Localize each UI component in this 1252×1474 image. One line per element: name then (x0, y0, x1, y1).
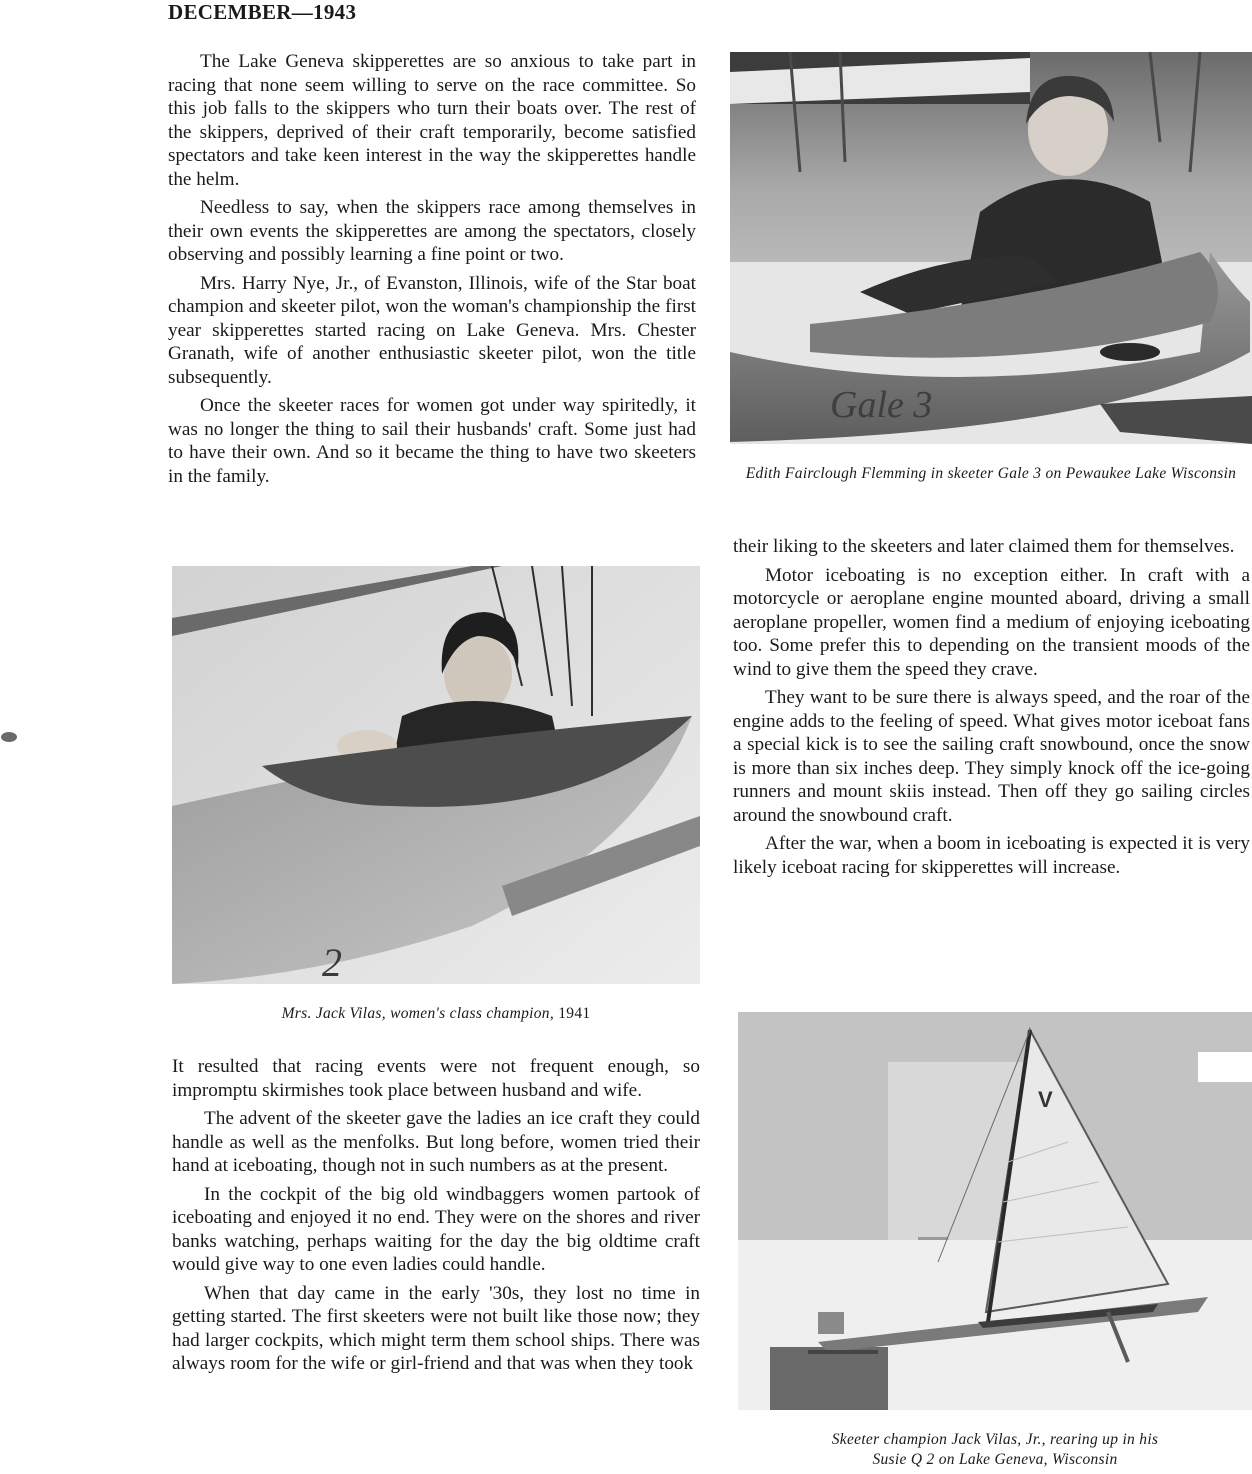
photo-edith-flemming-skeeter (730, 52, 1252, 444)
paragraph: They want to be sure there is always speed, and the roar of the engine adds to the feeling of speed. What gives motor iceboat fans a special kick is to see the sailing craft snowbound, once the snow is more than six inches deep. They simply knock off the ice-going runners and mount skiis instead. Then off they go sailing circles around the snowbound craft. (733, 687, 1250, 826)
right-column (733, 535, 1250, 884)
left-column-top (168, 50, 696, 493)
caption-line: Susie Q 2 on Lake Geneva, Wisconsin (872, 1451, 1118, 1468)
paragraph: Mrs. Harry Nye, Jr., of Evanston, Illinois, wife of the Star boat champion and skeeter pilot, won the woman's championship the first year skipperettes started racing on Lake Geneva. Mrs. Chester Granath, wife of another enthusiastic skeeter pilot, won the title subsequently. (168, 272, 696, 388)
caption-text: Edith Fairclough Flemming in skeeter Gale 3 on Pewaukee Lake Wisconsin (745, 465, 1237, 482)
caption-text: Mrs. Jack Vilas, women's class champion, (281, 1005, 555, 1022)
photo-mrs-jack-vilas (172, 566, 700, 984)
paragraph: Once the skeeter races for women got under way spiritedly, it was no longer the thing to sail their husbands' craft. Some just had to have their own. And so it became the thing to have two skeeters in the family. (168, 395, 696, 487)
paragraph: The Lake Geneva skipperettes are so anxious to take part in racing that none seem willing to serve on the race committee. So this job falls to the skippers who turn their boats over. The rest of the skippers, deprived of their craft temporarily, become satisfied spectators and take keen interest in the way the skipperettes handle the helm. (168, 51, 696, 190)
paragraph: When that day came in the early '30s, they lost no time in getting started. The first skeeters were not built like those now; they had larger cockpits, which might term them school ships. There was always room for the wife or girl-friend and that was when they took (172, 1282, 700, 1374)
caption-edith-flemming (730, 464, 1252, 484)
paragraph: Needless to say, when the skippers race among themselves in their own events the skipperettes are among the spectators, closely observing and possibly learning a fine point or two. (168, 197, 696, 265)
caption-jack-vilas (738, 1430, 1252, 1470)
paragraph: It resulted that racing events were not frequent enough, so impromptu skirmishes took place between husband and wife. (172, 1056, 700, 1101)
scan-mark (0, 728, 18, 746)
left-column-bottom (172, 1055, 700, 1381)
caption-line: Skeeter champion Jack Vilas, Jr., rearing up in his (831, 1431, 1159, 1448)
paragraph: their liking to the skeeters and later claimed them for themselves. (733, 536, 1235, 557)
page-header: DECEMBER—1943 (168, 0, 357, 24)
boat-marking: Gale 3 (830, 384, 933, 426)
paragraph: The advent of the skeeter gave the ladies an ice craft they could handle as well as the menfolks. But long before, women tried their hand at iceboating, though not in such numbers as at the present. (172, 1108, 700, 1176)
paragraph: After the war, when a boom in iceboating is expected it is very likely iceboat racing for skipperettes will increase. (733, 833, 1250, 878)
caption-year: 1941 (558, 1005, 591, 1022)
paragraph: Motor iceboating is no exception either. In craft with a motorcycle or aeroplane engine mounted aboard, driving a small aeroplane propeller, women find a medium of enjoying iceboating too. Some prefer this to depending on the transient moods of the wind to give them the speed they crave. (733, 564, 1250, 680)
photo-jack-vilas-skeeter (738, 1012, 1252, 1410)
caption-mrs-jack-vilas (172, 1004, 700, 1024)
boat-marking: 2 (322, 940, 342, 984)
paragraph: In the cockpit of the big old windbaggers women partook of iceboating and enjoyed it no end. They were on the shores and river banks watching, perhaps waiting for the day the big oldtime craft would give way to one even ladies could handle. (172, 1183, 700, 1275)
sail-letter: V (1038, 1087, 1053, 1112)
